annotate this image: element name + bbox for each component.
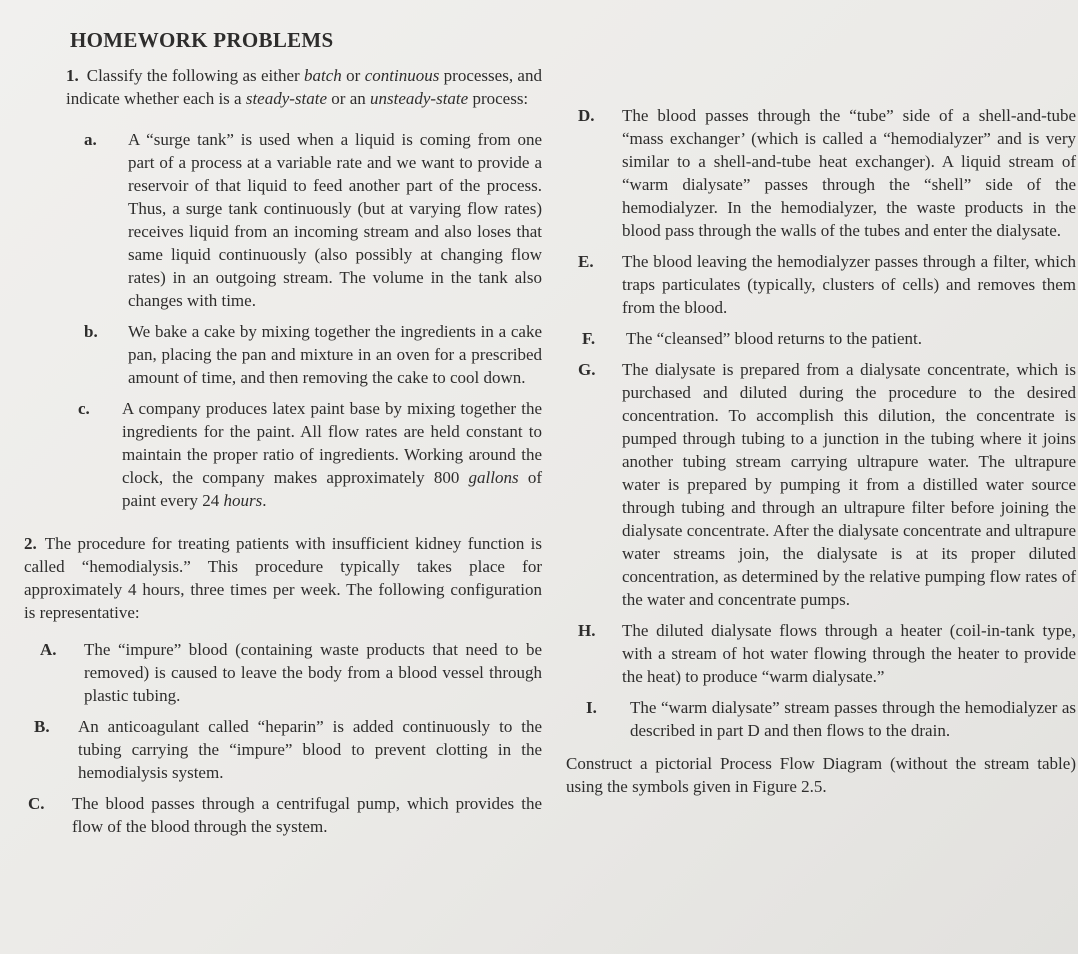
problem-2B: B. An anticoagulant called “heparin” is added continuously to the tubing carrying the “impure” blood to prevent clotting in the hemodialysis system. — [34, 717, 542, 782]
problem-1-number: 1. — [66, 66, 79, 85]
problem-1c: c. A company produces latex paint base by mixing together the ingredients for the paint. All flow rates are held constant to maintain the proper ratio of ingredients. Working around the clock, the company makes approximately 800 gallons of paint every 24 hours. — [78, 399, 542, 510]
problem-2I: I. The “warm dialysate” stream passes through the hemodialyzer as described in part D and then flows to the drain. — [586, 698, 1076, 740]
problem-2F: F. The “cleansed” blood returns to the patient. — [582, 329, 922, 348]
problem-2-instruction: Construct a pictorial Process Flow Diagram (without the stream table) using the symbols given in Figure 2.5. — [566, 754, 1076, 796]
problem-2-intro: 2. The procedure for treating patients with insufficient kidney function is called “hemodialysis.” This procedure typically takes place for approximately 4 hours, three times per week. The following configuration is representative: — [24, 534, 542, 622]
problem-2-number: 2. — [24, 534, 37, 553]
problem-1a-text: A “surge tank” is used when a liquid is coming from one part of a process at a variable rate and we want to provide a reservoir of that liquid to feed another part of the process. Thus, a surge tank continuously (but at varying flow rates) receives liquid from an incoming stream and also loses that same liquid continuously (also possibly at changing flow rates) in an outgoing stream. The volume in the tank also changes with time. — [128, 130, 542, 310]
problem-1a — [84, 128, 542, 312]
problem-2I-letter: I. — [586, 698, 597, 717]
problem-2E-letter: E. — [578, 252, 594, 271]
problem-2A-letter: A. — [40, 640, 57, 659]
problem-1-intro: 1. Classify the following as either batch or continuous processes, and indicate whether each is a steady-state or an unsteady-state process: — [66, 66, 542, 108]
problem-2H-letter: H. — [578, 621, 596, 640]
problem-1b-text: We bake a cake by mixing together the ingredients in a cake pan, placing the pan and mixture in an oven for a prescribed amount of time, and then removing the cake to cool down. — [128, 322, 542, 387]
problem-2D: D. The blood passes through the “tube” side of a shell-and-tube “mass exchanger’ (which is called a “hemodialyzer” and is very similar to a shell-and-tube heat exchanger). A liquid stream of “warm dialysate” passes through the “shell” side of the hemodialyzer. In the hemodialyzer, the waste products in the blood pass through the walls of the tubes and enter the dialysate. — [578, 106, 1076, 240]
problem-2C-letter: C. — [28, 794, 45, 813]
right-column — [566, 104, 1076, 798]
problem-1b — [84, 320, 542, 389]
problem-2G: G. The dialysate is prepared from a dialysate concentrate, which is purchased and diluted during the procedure to the desired concentration. To accomplish this dilution, the concentrate is pumped through tubing to a junction in the tubing where it joins another tubing stream carrying ultrapure water. The ultrapure water is prepared by pumping it from a distilled water source through tubing and through an ultrapure filter before joining the dialysate concentrate. After the dialysate concentrate and ultrapure water streams join, the dialysate is at its proper diluted concentration, as determined by the relative pumping flow rates of the water and concentrate pumps. — [578, 360, 1076, 609]
problem-2F-letter: F. — [582, 329, 596, 348]
problem-2E: E. The blood leaving the hemodialyzer passes through a filter, which traps particulates (typically, clusters of cells) and removes them from the blood. — [578, 252, 1076, 317]
problem-2H: H. The diluted dialysate flows through a heater (coil-in-tank type, with a stream of hot water flowing through the heater to provide the heat) to produce “warm dialysate.” — [578, 621, 1076, 686]
problem-1a-letter: a. — [84, 130, 97, 149]
problem-1c-letter: c. — [78, 399, 90, 418]
problem-2B-letter: B. — [34, 717, 50, 736]
section-heading: HOMEWORK PROBLEMS — [70, 28, 334, 52]
problem-2D-letter: D. — [578, 106, 595, 125]
problem-2C: C. The blood passes through a centrifugal pump, which provides the flow of the blood through the system. — [28, 794, 542, 836]
problem-1b-letter: b. — [84, 322, 98, 341]
left-column — [24, 64, 542, 846]
problem-2G-letter: G. — [578, 360, 596, 379]
problem-2A: A. The “impure” blood (containing waste products that need to be removed) is caused to leave the body from a blood vessel through plastic tubing. — [40, 640, 542, 705]
